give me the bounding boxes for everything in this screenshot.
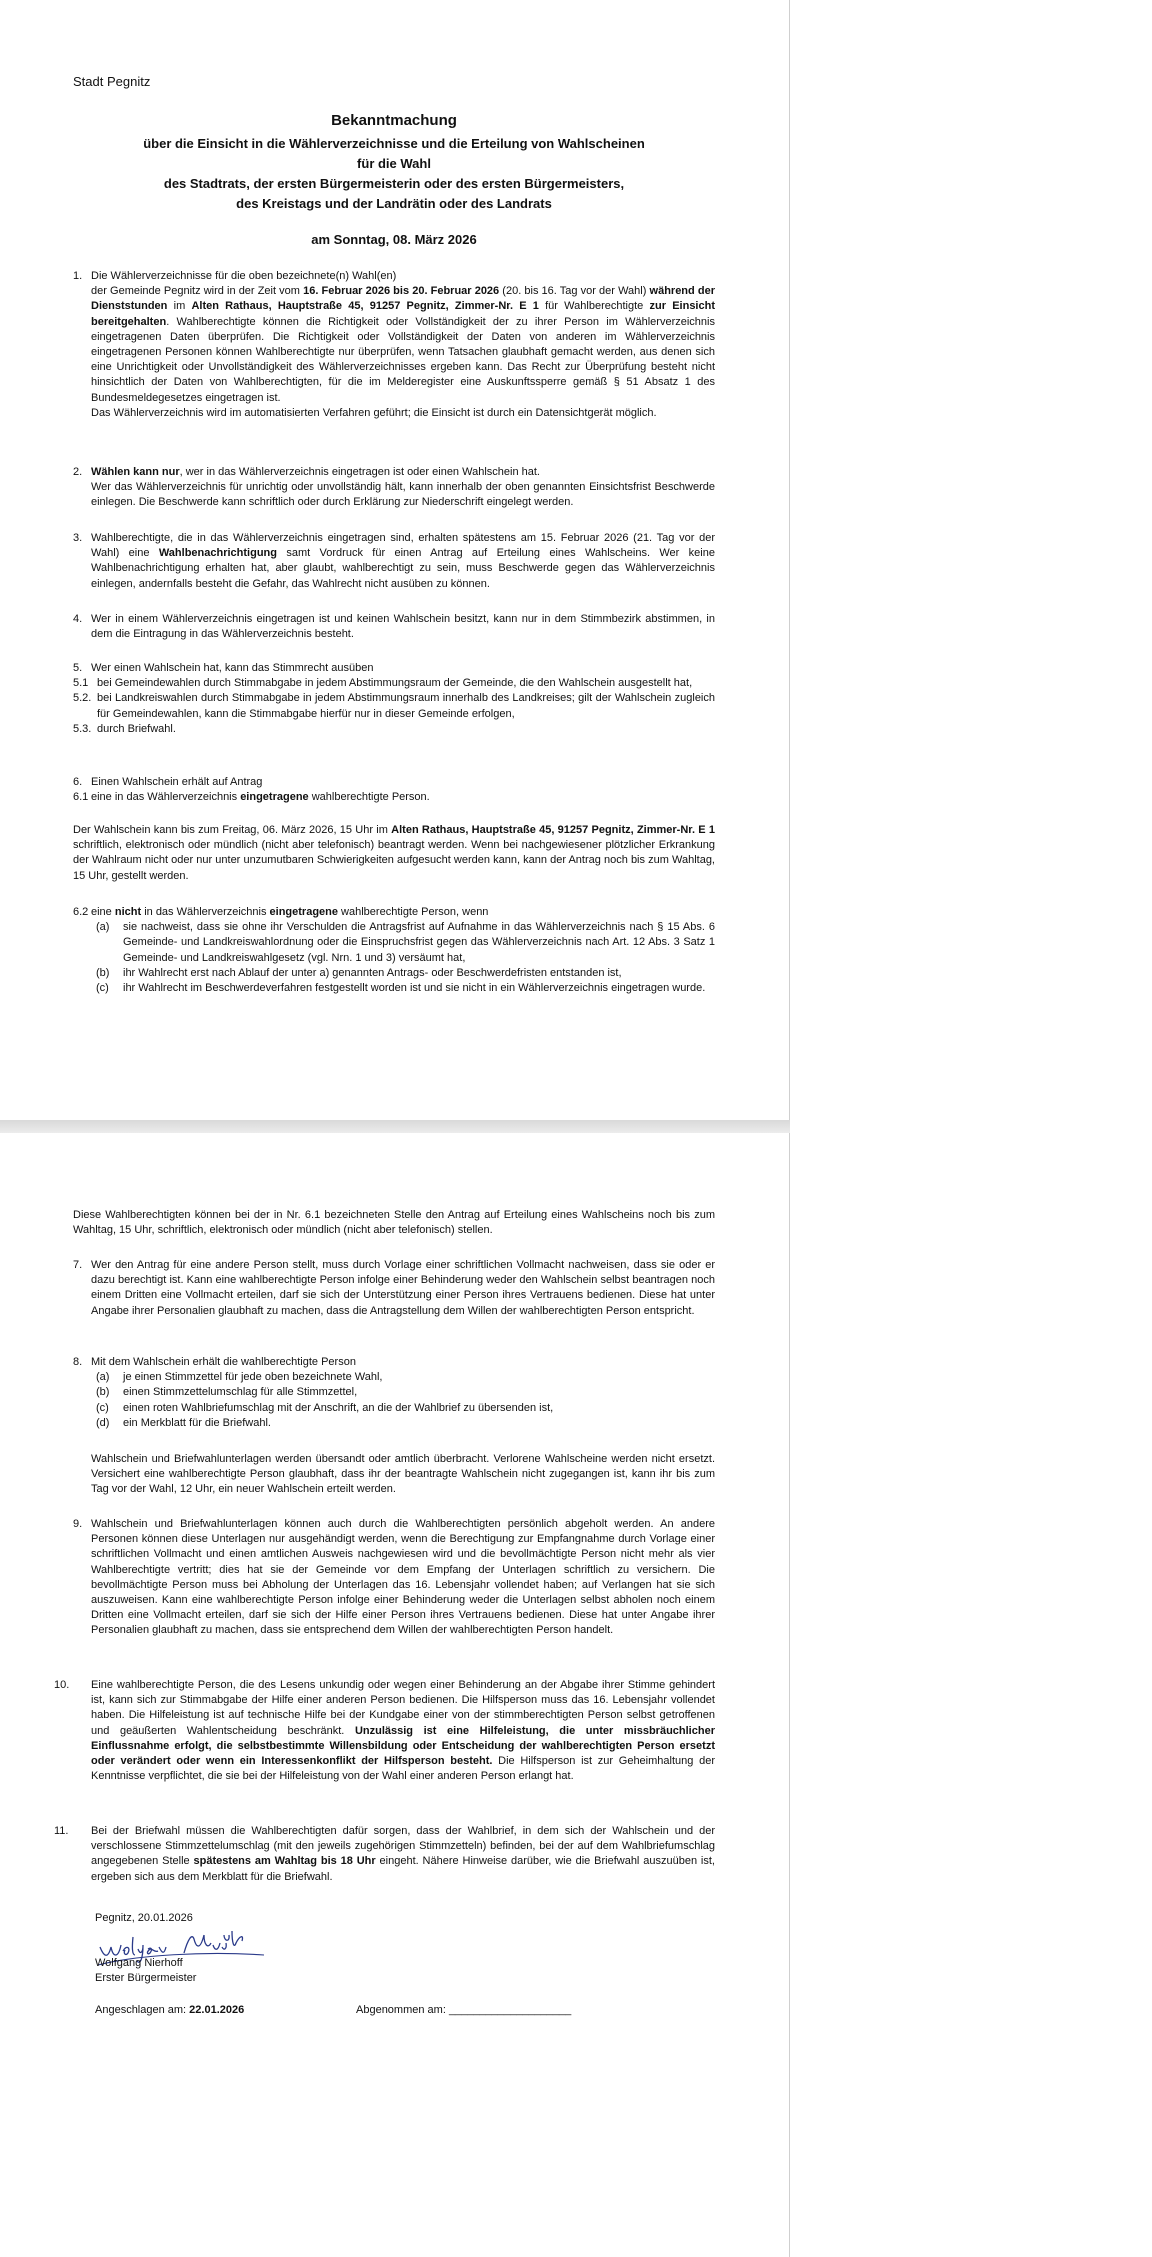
item-number: (b) bbox=[96, 1386, 110, 1399]
text: Eine wahlberechtigte Person, die des Lesens unkundig oder wegen einer Behinderung an der Abgabe ihrer Stimme gehindert ist, kann sich zur Stimmabgabe der Hilfe einer anderen Person bedienen. Die Hilfsperson muss das 16. Lebensjahr vollendet haben. Die Hilfeleistung ist auf technische Hilfe bei der Kundgabe einer von der stimmberechtigten Person selbst getroffenen und geäußerten Wahlentscheidung beschränkt. bbox=[91, 1679, 715, 1737]
section-1-body bbox=[91, 284, 715, 406]
section-6-application bbox=[73, 823, 715, 884]
text: in das Wählerverzeichnis bbox=[141, 906, 270, 918]
item-text: bei Gemeindewahlen durch Stimmabgabe in jedem Abstimmungsraum der Gemeinde, die den Wahlschein ausgestellt hat, bbox=[97, 677, 693, 690]
section-6-heading: Einen Wahlschein erhält auf Antrag bbox=[91, 776, 263, 788]
section-5 bbox=[73, 661, 715, 737]
text: eine bbox=[91, 906, 115, 918]
text: Bei der Briefwahl müssen die Wahlberechtigten dafür sorgen, dass der Wahlbrief, in dem sich der Wahlschein und der verschlossene Stimmzettelumschlag (mit den jeweils zugehörigen Stimmzetteln) befinden, bei der auf dem Wahlbriefumschlag angegebenen Stelle bbox=[91, 1825, 715, 1868]
item-number: 6.1 bbox=[73, 791, 89, 804]
text-bold: zur Einsicht bereitgehalten bbox=[91, 300, 715, 328]
text: der Gemeinde Pegnitz wird in der Zeit vom bbox=[91, 285, 304, 298]
section-number: 8. bbox=[73, 1356, 83, 1368]
text-bold: nicht bbox=[114, 906, 142, 918]
section-9-text: Wahlschein und Briefwahlunterlagen können auch durch die Wahlberechtigten persönlich abgeholt werden. An andere Personen können diese Unterlagen nur ausgehändigt werden, wenn die Berechtigung zur Empfangnahme durch Vorlage einer schriftlichen Vollmacht und einen amtlichen Ausweis nachgewiesen wird und die bevollmächtigte Person nicht mehr als vier Wahlberechtigte vertritt; dies hat sie der Gemeinde vor dem Empfang der Unterlagen schriftlich zu versichern. Die bevollmächtigte Person muss bei Abholung der Unterlagen das 16. Lebensjahr vollendet haben; auf Verlangen hat sie sich auszuweisen. Kann eine wahlberechtigte Person infolge einer Behinderung weder die Unterlagen selbst abholen noch einem Dritten eine Vollmacht erteilen, darf sie sich der Hilfe einer Person ihres Vertrauens bedienen. Diese hat unter Angabe ihrer Personalien glaubhaft zu machen, dass sie entsprechend dem Willen der wahlberechtigten Person handelt. bbox=[91, 1518, 715, 1637]
text-bold: Wahlbenachrichtigung bbox=[158, 547, 277, 560]
list-item bbox=[73, 790, 715, 805]
list-item bbox=[73, 722, 715, 737]
list-item bbox=[96, 966, 715, 981]
section-number: 2. bbox=[73, 466, 83, 478]
office-address: Alten Rathaus, Hauptstraße 45, 91257 Pegnitz, Zimmer-Nr. E 1 bbox=[391, 824, 715, 836]
section-10 bbox=[54, 1678, 715, 1784]
issuer-name: Stadt Pegnitz bbox=[73, 74, 151, 89]
text-bold: während der Dienststunden bbox=[91, 285, 715, 313]
section-number: 3. bbox=[73, 532, 83, 544]
election-date: am Sonntag, 08. März 2026 bbox=[311, 232, 477, 247]
text-bold: eingetragene bbox=[269, 906, 338, 918]
section-number: 1. bbox=[73, 270, 83, 282]
section-4 bbox=[73, 612, 715, 642]
place-date: Pegnitz, 20.01.2026 bbox=[95, 1912, 193, 1924]
section-3 bbox=[73, 531, 715, 592]
section-7-text: Wer den Antrag für eine andere Person stellt, muss durch Vorlage einer schriftlichen Vollmacht nachweisen, dass sie oder er dazu berechtigt ist. Kann eine wahlberechtigte Person infolge einer Behinderung weder den Wahlschein selbst beantragen noch einem Dritten eine Vollmacht erteilen, darf sie sich der Unterstützung einer Person ihres Vertrauens bedienen. Diese hat unter Angabe ihrer Personalien glaubhaft zu machen, dass die Antragstellung dem Willen der wahlberechtigten Person entspricht. bbox=[91, 1259, 715, 1317]
list-item bbox=[96, 920, 715, 966]
signer-name: Wolfgang Nierhoff bbox=[95, 1957, 183, 1969]
page-separator bbox=[0, 1120, 790, 1133]
list-item bbox=[73, 691, 715, 721]
item-number: (c) bbox=[96, 982, 109, 995]
item-text: je einen Stimmzettel für jede oben bezeichnete Wahl, bbox=[123, 1371, 383, 1384]
text: wahlberechtigte Person. bbox=[308, 791, 430, 804]
document-subtitle bbox=[73, 134, 715, 214]
list-item bbox=[96, 981, 715, 996]
subtitle-line: für die Wahl bbox=[357, 156, 431, 171]
text: Wahlberechtigte, die in das Wählerverzeichnis eingetragen sind, erhalten spätestens am 15. Februar 2026 (21. Tag vor der Wahl) eine bbox=[91, 532, 715, 560]
text: für Wahlberechtigte bbox=[538, 300, 650, 313]
section-1 bbox=[73, 269, 715, 421]
item-number: (a) bbox=[96, 1371, 110, 1384]
document-title: Bekanntmachung bbox=[331, 112, 457, 129]
text: schriftlich, elektronisch oder mündlich (nicht aber telefonisch) beantragt werden. Wenn bei nachgewiesener plötzlicher Erkrankung der Wahlraum nicht oder nur unter unzumutbaren Schwierigkeiten aufgesucht werden kann, kann der Antrag noch bis zum Wahltag, 15 Uhr, gestellt werden. bbox=[73, 839, 715, 882]
item-text: ihr Wahlrecht im Beschwerdeverfahren festgestellt worden ist und sie nicht in ein Wählerverzeichnis eingetragen wurde. bbox=[123, 982, 706, 995]
section-7 bbox=[73, 1258, 715, 1319]
text: Der Wahlschein kann bis zum Freitag, 06. März 2026, 15 Uhr im bbox=[73, 824, 392, 836]
posted-date: 22.01.2026 bbox=[189, 2004, 245, 2016]
section-5-heading: Wer einen Wahlschein hat, kann das Stimmrecht ausüben bbox=[91, 662, 374, 674]
list-item bbox=[96, 1416, 715, 1431]
inspection-period: 16. Februar 2026 bis 20. Februar 2026 bbox=[303, 285, 500, 298]
item-number: 5.3. bbox=[73, 722, 92, 735]
text: , wer in das Wählerverzeichnis eingetragen ist oder einen Wahlschein hat. bbox=[179, 466, 540, 478]
section-8-heading: Mit dem Wahlschein erhält die wahlberechtigte Person bbox=[91, 1356, 356, 1368]
section-number: 11. bbox=[54, 1825, 69, 1837]
section-number: 5. bbox=[73, 662, 83, 674]
text: Die Hilfsperson ist zur Geheimhaltung der Kenntnisse verpflichtet, die sie bei der Hilfeleistung von der Wahl einer anderen Person erlangt hat. bbox=[91, 1755, 715, 1783]
item-text: ein Merkblatt für die Briefwahl. bbox=[123, 1416, 271, 1429]
text-bold: Wählen kann nur bbox=[91, 466, 180, 478]
list-item bbox=[96, 1385, 715, 1400]
item-text: bei Landkreiswahlen durch Stimmabgabe in jedem Abstimmungsraum innerhalb des Landkreises; gilt der Wahlschein zugleich für Gemeindewahlen, kann die Stimmabgabe hierfür nur in dieser Gemeinde erfolgen, bbox=[97, 692, 715, 720]
text-bold: Unzulässig ist eine Hilfeleistung, die unter missbräuchlicher Einflussnahme erfolgt, die selbstbestimmte Willensbildung oder Entscheidung der wahlberechtigten Person ersetzt oder verändert oder wenn ein Interessenkonflikt der Hilfsperson besteht. bbox=[91, 1724, 715, 1768]
subtitle-line: des Kreistags und der Landrätin oder des Landrats bbox=[236, 196, 552, 211]
section-4-text: Wer in einem Wählerverzeichnis eingetragen ist und keinen Wahlschein besitzt, kann nur in dem Stimmbezirk abstimmen, in dem die Eintragung in das Wählerverzeichnis besteht. bbox=[91, 613, 715, 641]
list-item bbox=[96, 1401, 715, 1416]
item-number: 5.1 bbox=[73, 677, 89, 690]
list-item bbox=[96, 1370, 715, 1385]
section-number: 9. bbox=[73, 1518, 83, 1530]
removed-date-line bbox=[356, 2003, 571, 2018]
section-2-text bbox=[91, 465, 715, 480]
text: samt Vordruck für einen Antrag auf Erteilung eines Wahlscheins. Wer keine Wahlbenachrichtigung erhalten hat, aber glaubt, wahlberechtigt zu sein, muss Beschwerde gegen das Wählerverzeichnis einlegen, andernfalls besteht die Gefahr, das Wahlrecht nicht ausüben zu können. bbox=[91, 547, 715, 590]
removed-label: Abgenommen am: bbox=[356, 2004, 449, 2016]
subtitle-line: über die Einsicht in die Wählerverzeichnisse und die Erteilung von Wahlscheinen bbox=[143, 136, 645, 151]
text-bold: eingetragene bbox=[240, 791, 309, 804]
item-number: (a) bbox=[96, 921, 110, 934]
text: eingeht. Nähere Hinweise darüber, wie die Briefwahl auszuüben ist, ergeben sich aus dem Merkblatt für die Briefwahl. bbox=[91, 1855, 715, 1883]
page-2-intro: Diese Wahlberechtigten können bei der in Nr. 6.1 bezeichneten Stelle den Antrag auf Erteilung eines Wahlscheins noch bis zum Wahltag, 15 Uhr, schriftlich, elektronisch oder mündlich (nicht aber telefonisch) stellen. bbox=[73, 1209, 715, 1237]
section-9 bbox=[73, 1517, 715, 1639]
section-6 bbox=[73, 775, 715, 805]
section-10-text bbox=[91, 1678, 715, 1784]
text: wahlberechtigte Person, wenn bbox=[338, 906, 489, 918]
text: im bbox=[167, 300, 192, 313]
section-number: 10. bbox=[54, 1679, 70, 1691]
removed-date-blank: ____________________ bbox=[448, 2004, 572, 2016]
item-number: (d) bbox=[96, 1416, 110, 1429]
item-text: einen Stimmzettelumschlag für alle Stimmzettel, bbox=[123, 1386, 358, 1399]
posted-label: Angeschlagen am: bbox=[95, 2004, 190, 2016]
list-item bbox=[73, 676, 715, 691]
item-text: sie nachweist, dass sie ohne ihr Verschulden die Antragsfrist auf Aufnahme in das Wählerverzeichnis nach § 15 Abs. 6 Gemeinde- und Landkreiswahlordnung oder die Einspruchsfrist gegen das Wählerverzeichnis nach Art. 12 Abs. 3 Satz 1 Gemeinde- und Landkreiswahlgesetz (vgl. Nrn. 1 und 3) versäumt hat, bbox=[123, 921, 715, 964]
text: (20. bis 16. Tag vor der Wahl) bbox=[499, 285, 650, 298]
item-number: 6.2 bbox=[73, 906, 89, 918]
item-text: einen roten Wahlbriefumschlag mit der Anschrift, an die der Wahlbrief zu übersenden ist, bbox=[123, 1401, 554, 1414]
section-8 bbox=[73, 1355, 715, 1431]
section-8-replacement: Wahlschein und Briefwahlunterlagen werden übersandt oder amtlich überbracht. Verlorene Wahlscheine werden nicht ersetzt. Versichert eine wahlberechtigte Person glaubhaft, dass ihr der beantragte Wahlschein nicht zugegangen ist, kann ihr bis zum Tag vor der Wahl, 12 Uhr, ein neuer Wahlschein erteilt werden. bbox=[91, 1453, 715, 1496]
text: eine in das Wählerverzeichnis bbox=[91, 791, 241, 804]
section-number: 6. bbox=[73, 776, 83, 788]
section-number: 7. bbox=[73, 1259, 83, 1271]
signer-role: Erster Bürgermeister bbox=[95, 1972, 197, 1984]
item-text: ihr Wahlrecht erst nach Ablauf der unter a) genannten Antrags- oder Beschwerdefristen entstanden ist, bbox=[123, 966, 622, 979]
section-number: 4. bbox=[73, 613, 83, 625]
item-number: (c) bbox=[96, 1401, 109, 1414]
deadline: spätestens am Wahltag bis 18 Uhr bbox=[193, 1855, 376, 1868]
list-item bbox=[73, 905, 715, 920]
section-11 bbox=[54, 1824, 715, 1885]
section-1-note: Das Wählerverzeichnis wird im automatisierten Verfahren geführt; die Einsicht ist durch ein Datensichtgerät möglich. bbox=[91, 406, 657, 419]
text: . Wahlberechtigte können die Richtigkeit oder Vollständigkeit der zu ihrer Person im Wählerverzeichnis eingetragenen Daten überprüfen. Die Richtigkeit oder Vollständigkeit der Daten von anderen im Wählerverzeichnis eingetragenen Personen können Wahlberechtigte nur überprüfen, wenn Tatsachen glaubhaft gemacht werden, aus denen sich eine Unrichtigkeit oder Unvollständigkeit des Wählerverzeichnisses ergeben kann. Das Recht zur Überprüfung besteht nicht hinsichtlich der Daten von Wahlberechtigten, für die im Melderegister eine Auskunftssperre gemäß § 51 Absatz 1 des Bundesmeldegesetzes eingetragen ist. bbox=[91, 315, 715, 404]
section-3-text bbox=[91, 531, 715, 592]
item-number: (b) bbox=[96, 966, 110, 979]
office-address: Alten Rathaus, Hauptstraße 45, 91257 Pegnitz, Zimmer-Nr. E 1 bbox=[191, 300, 539, 313]
item-number: 5.2. bbox=[73, 692, 92, 705]
section-2-complaint: Wer das Wählerverzeichnis für unrichtig oder unvollständig hält, kann innerhalb der oben genannten Einsichtsfrist Beschwerde einlegen. Die Beschwerde kann schriftlich oder durch Erklärung zur Niederschrift eingelegt werden. bbox=[91, 481, 715, 509]
posted-date-line bbox=[95, 2003, 244, 2018]
item-text: durch Briefwahl. bbox=[97, 722, 176, 735]
section-6-2 bbox=[73, 905, 715, 996]
section-2 bbox=[73, 465, 715, 511]
section-1-heading: Die Wählerverzeichnisse für die oben bezeichnete(n) Wahl(en) bbox=[91, 270, 397, 282]
section-11-text bbox=[91, 1824, 715, 1885]
document-page-1 bbox=[0, 0, 790, 1120]
subtitle-line: des Stadtrats, der ersten Bürgermeisterin oder des ersten Bürgermeisters, bbox=[163, 176, 625, 191]
